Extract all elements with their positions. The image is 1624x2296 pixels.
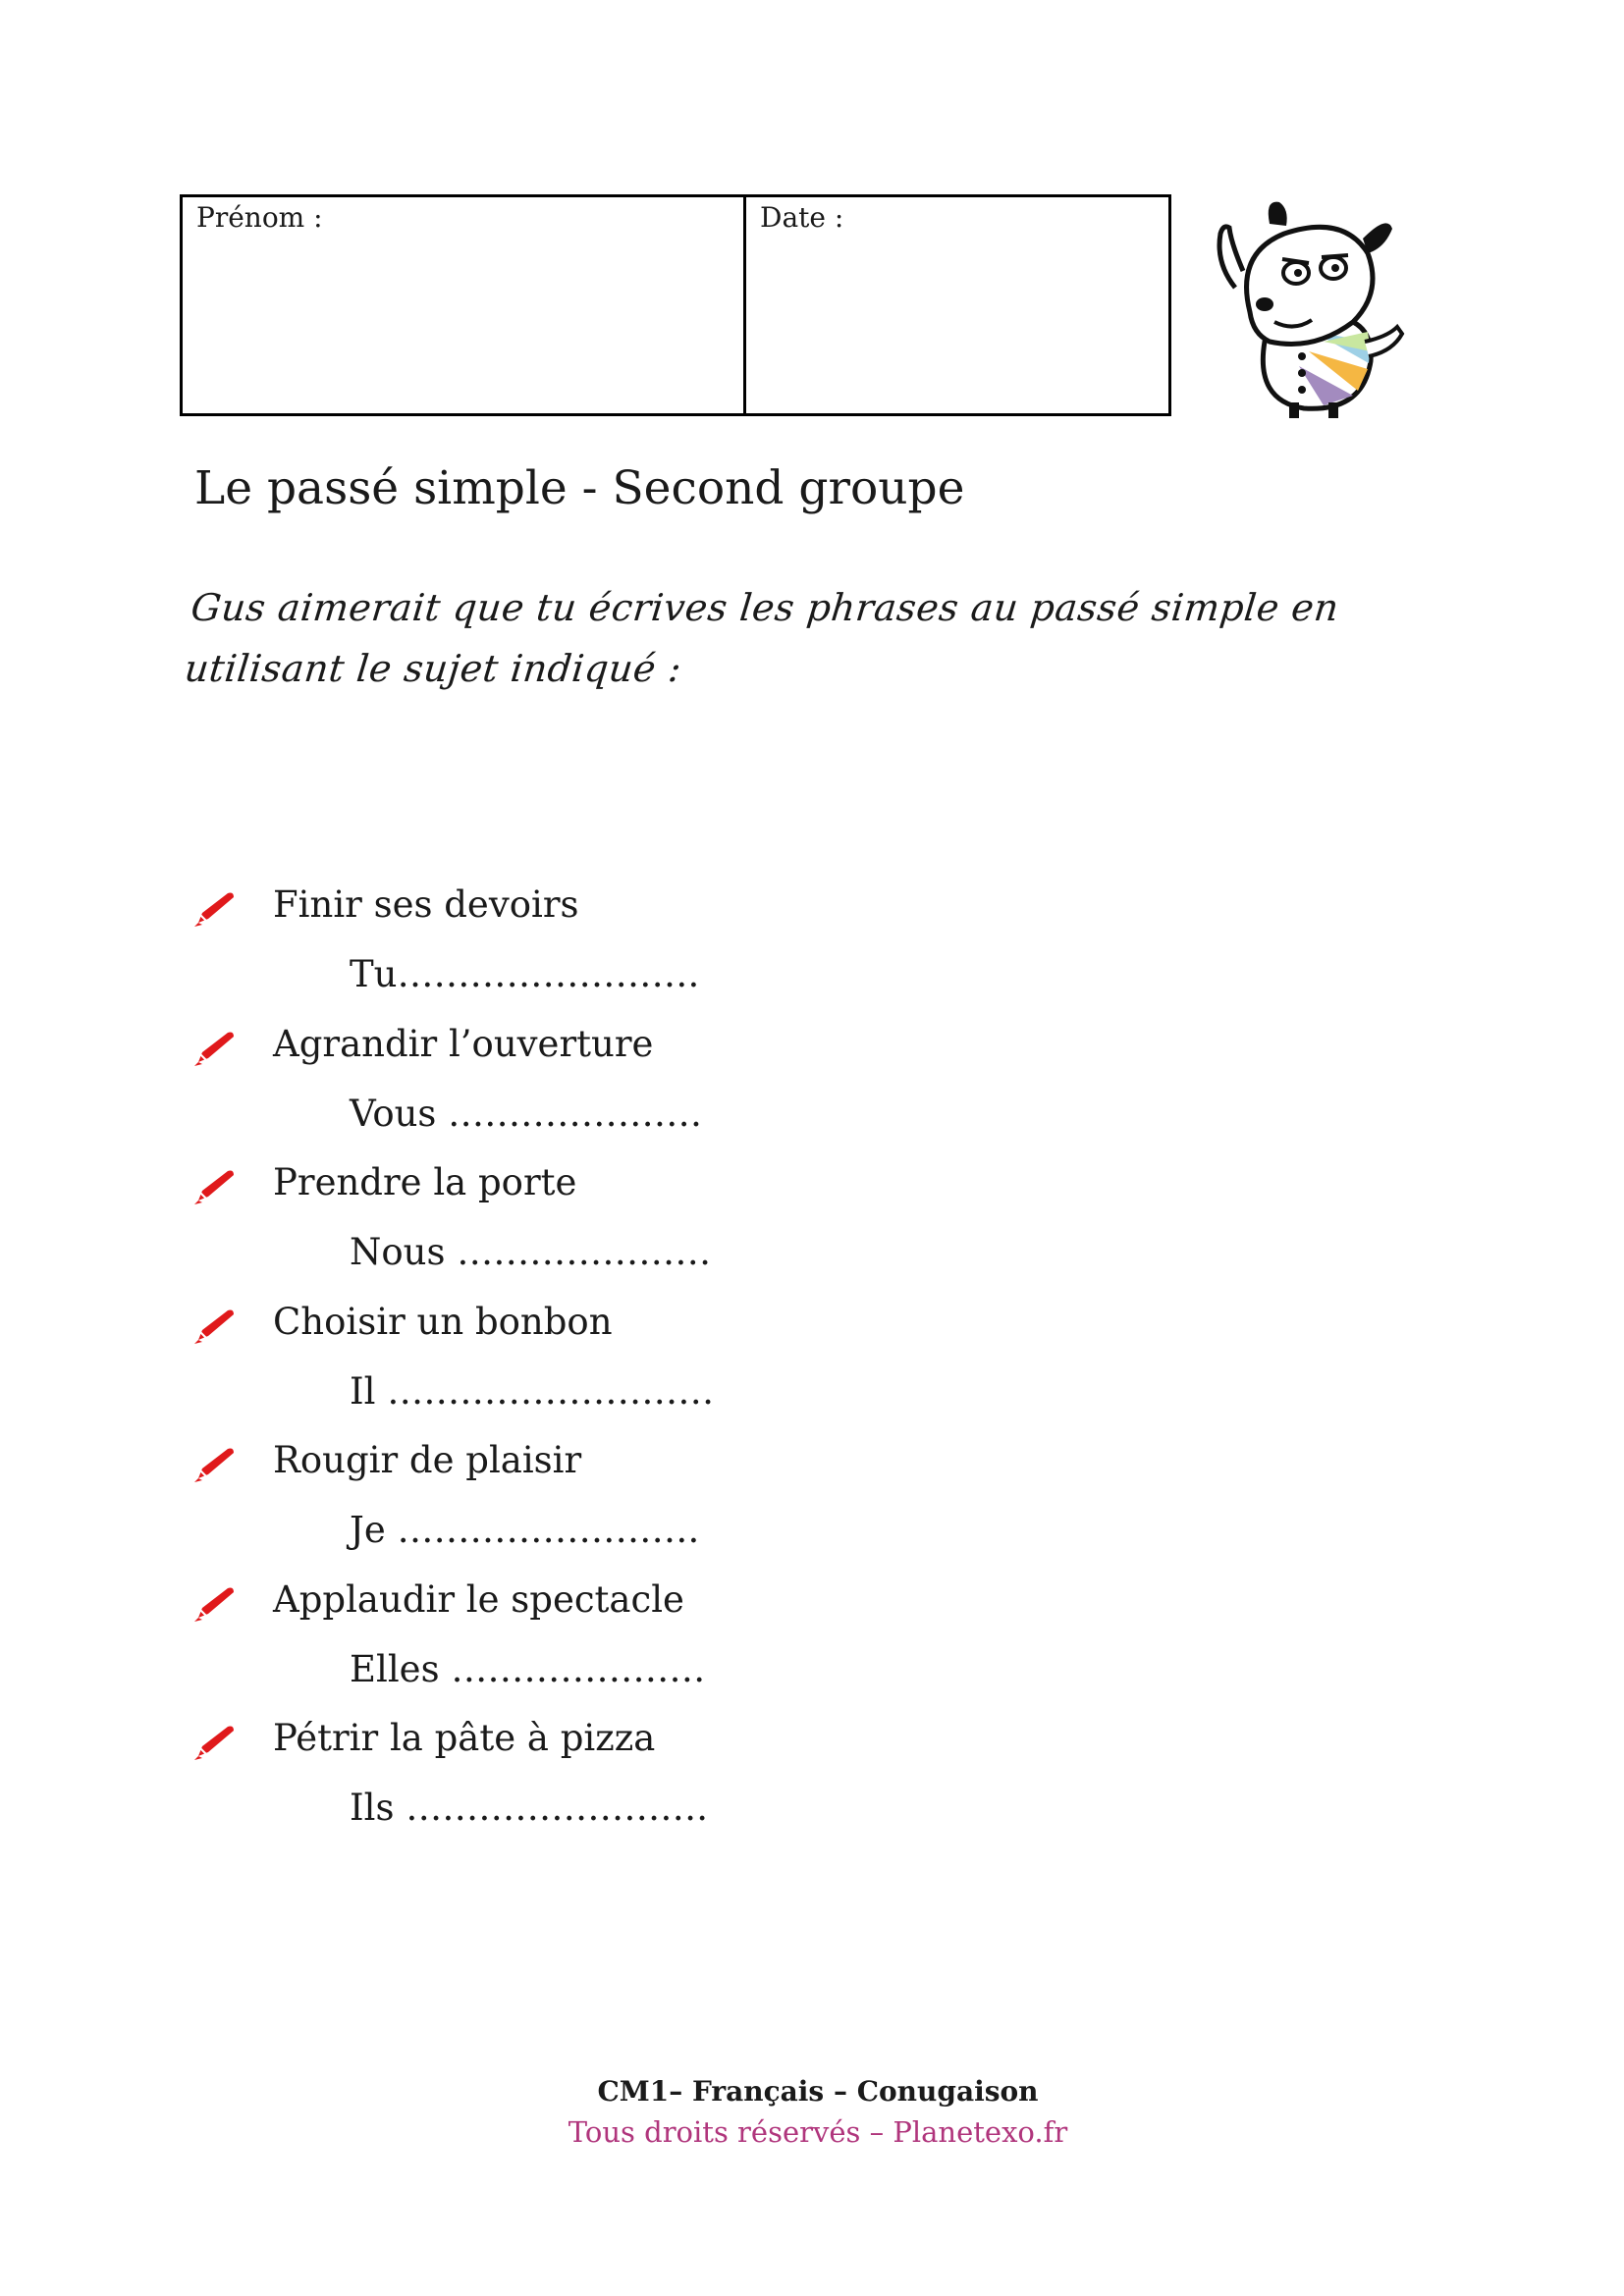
- footer-rights[interactable]: Tous droits réservés – Planetexo.fr: [568, 2115, 1068, 2149]
- exercise-verb: Pétrir la pâte à pizza: [273, 1717, 656, 1759]
- pencil-icon: [192, 889, 238, 929]
- pencil-icon: [192, 1723, 238, 1762]
- exercise-answer[interactable]: Vous …………………: [350, 1092, 703, 1135]
- pencil-icon: [192, 1029, 238, 1068]
- header-box: [180, 194, 1171, 416]
- exercise-answer[interactable]: Il ………………………: [350, 1369, 715, 1413]
- date-field[interactable]: [746, 197, 1168, 413]
- pencil-icon: [192, 1445, 238, 1484]
- instruction-text: Gus aimerait que tu écrives les phrases au passé simple en utilisant le sujet indiqué :: [182, 586, 1341, 690]
- exercise-verb: Applaudir le spectacle: [273, 1577, 684, 1621]
- exercise-answer[interactable]: Elles …………………: [350, 1647, 706, 1690]
- page-title: Le passé simple - Second groupe: [194, 461, 965, 515]
- date-label: Date :: [760, 201, 844, 234]
- exercise-verb: Choisir un bonbon: [273, 1300, 613, 1343]
- pencil-icon: [192, 1584, 238, 1624]
- gus-mascot-icon: [1196, 194, 1412, 420]
- firstname-field[interactable]: [183, 197, 746, 413]
- exercise-answer[interactable]: Tu…………………….: [350, 953, 700, 995]
- exercise-verb: Rougir de plaisir: [273, 1439, 582, 1481]
- firstname-label: Prénom :: [196, 201, 323, 234]
- exercise-answer[interactable]: Je …………………….: [350, 1509, 700, 1551]
- footer-subject: CM1– Français – Conugaison: [597, 2075, 1039, 2108]
- exercise-verb: Finir ses devoirs: [273, 883, 579, 926]
- exercise-verb: Prendre la porte: [273, 1161, 577, 1203]
- exercise-verb: Agrandir l’ouverture: [273, 1022, 654, 1065]
- pencil-icon: [192, 1307, 238, 1346]
- exercise-answer[interactable]: Nous …………………: [350, 1231, 712, 1273]
- pencil-icon: [192, 1167, 238, 1206]
- exercise-answer[interactable]: Ils …………………….: [350, 1787, 708, 1829]
